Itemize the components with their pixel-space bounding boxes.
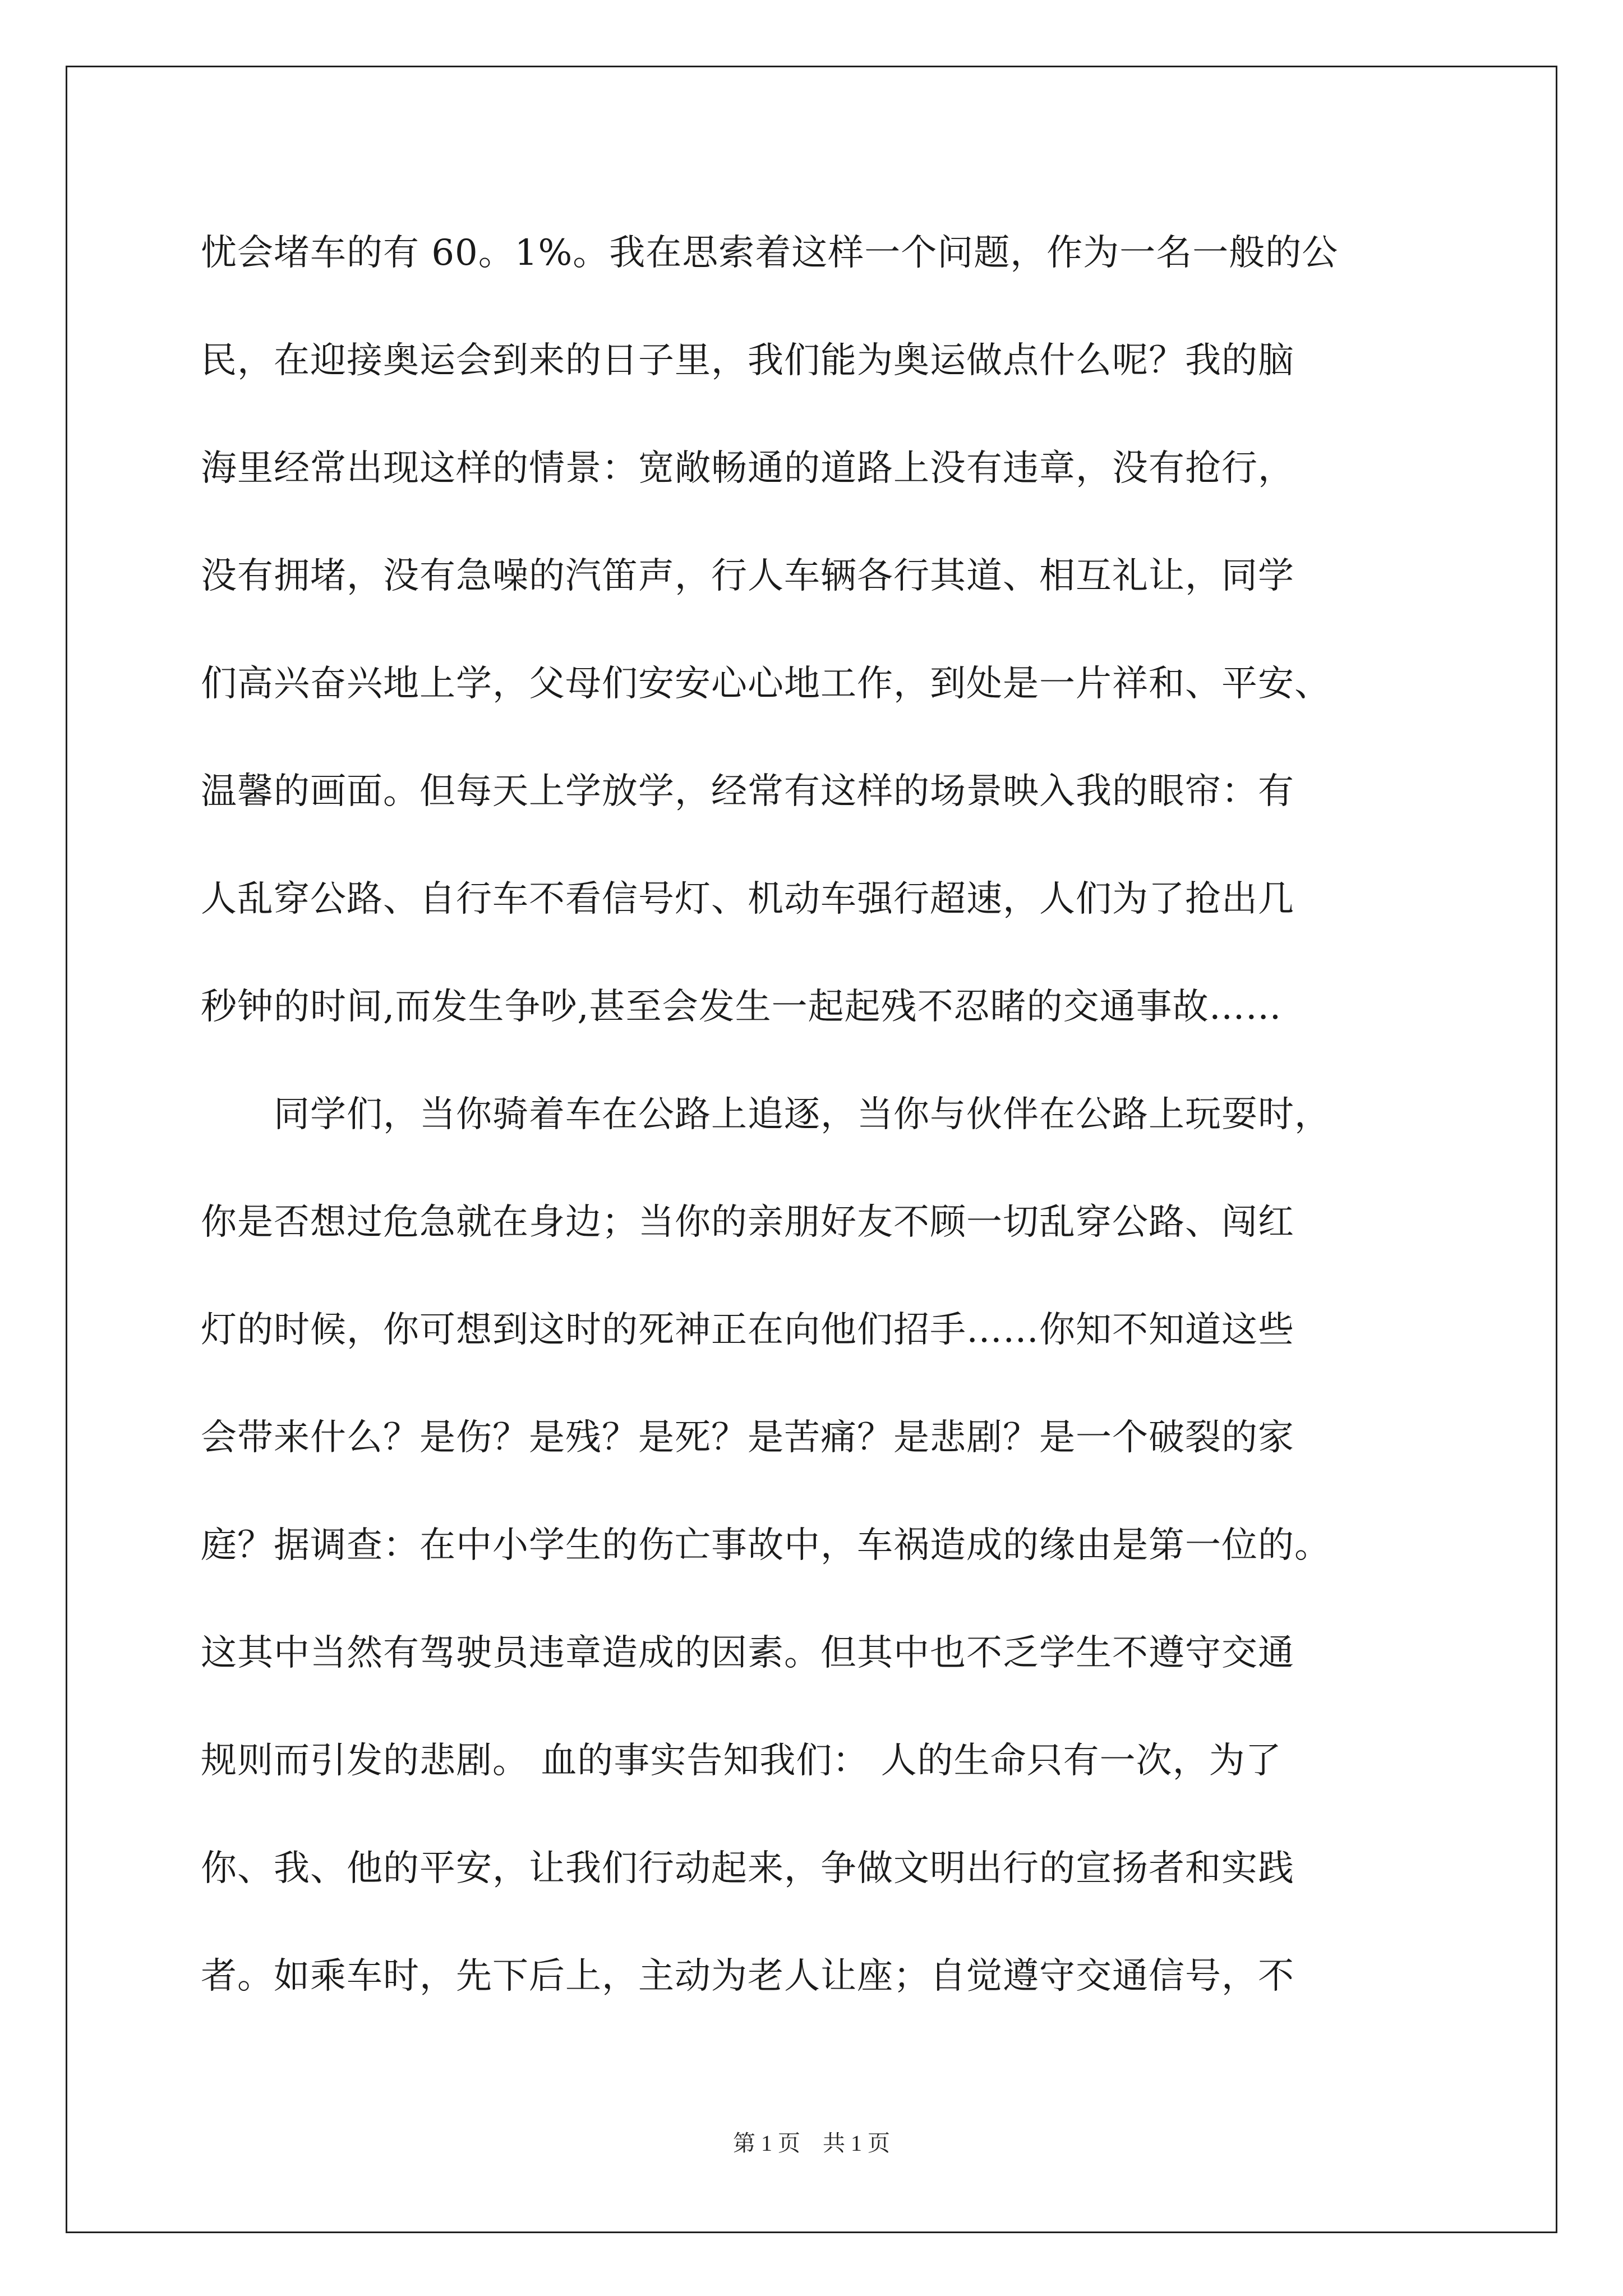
text-line: 庭？据调查：在中小学生的伤亡事故中，车祸造成的缘由是第一位的。: [201, 1525, 1331, 1566]
text-line: 你、我、他的平安，让我们行动起来，争做文明出行的宣扬者和实践: [201, 1848, 1294, 1889]
text-line: 规则而引发的悲剧。 血的事实告知我们： 人的生命只有一次，为了: [201, 1740, 1282, 1782]
page-border: [66, 66, 1557, 2233]
text-line: 温馨的画面。但每天上学放学，经常有这样的场景映入我的眼帘：有: [201, 771, 1294, 812]
text-line: 你是否想过危急就在身边；当你的亲朋好友不顾一切乱穿公路、闯红: [201, 1202, 1294, 1243]
text-line: 们高兴奋兴地上学，父母们安安心心地工作，到处是一片祥和、平安、: [201, 663, 1331, 705]
text-line: 没有拥堵，没有急噪的汽笛声，行人车辆各行其道、相互礼让，同学: [201, 555, 1294, 597]
text-line: 这其中当然有驾驶员违章造成的因素。但其中也不乏学生不遵守交通: [201, 1632, 1294, 1674]
text-line: 民，在迎接奥运会到来的日子里，我们能为奥运做点什么呢？我的脑: [201, 340, 1294, 381]
text-line: 会带来什么？是伤？是残？是死？是苦痛？是悲剧？是一个破裂的家: [201, 1417, 1294, 1458]
text-line: 忧会堵车的有 60。1%。我在思索着这样一个问题，作为一名一般的公: [201, 232, 1339, 274]
text-line: 者。如乘车时，先下后上，主动为老人让座；自觉遵守交通信号，不: [201, 1955, 1294, 1997]
text-line: 秒钟的时间,而发生争吵,甚至会发生一起起残不忍睹的交通事故……: [201, 986, 1282, 1028]
page-number-footer: 第 1 页 共 1 页: [733, 2131, 890, 2156]
text-line: 同学们，当你骑着车在公路上追逐，当你与伙伴在公路上玩耍时，: [201, 1094, 1331, 1135]
text-line: 人乱穿公路、自行车不看信号灯、机动车强行超速，人们为了抢出几: [201, 878, 1294, 920]
text-line: 灯的时候，你可想到这时的死神正在向他们招手……你知不知道这些: [201, 1309, 1294, 1351]
text-line: 海里经常出现这样的情景：宽敞畅通的道路上没有违章，没有抢行，: [201, 448, 1294, 489]
